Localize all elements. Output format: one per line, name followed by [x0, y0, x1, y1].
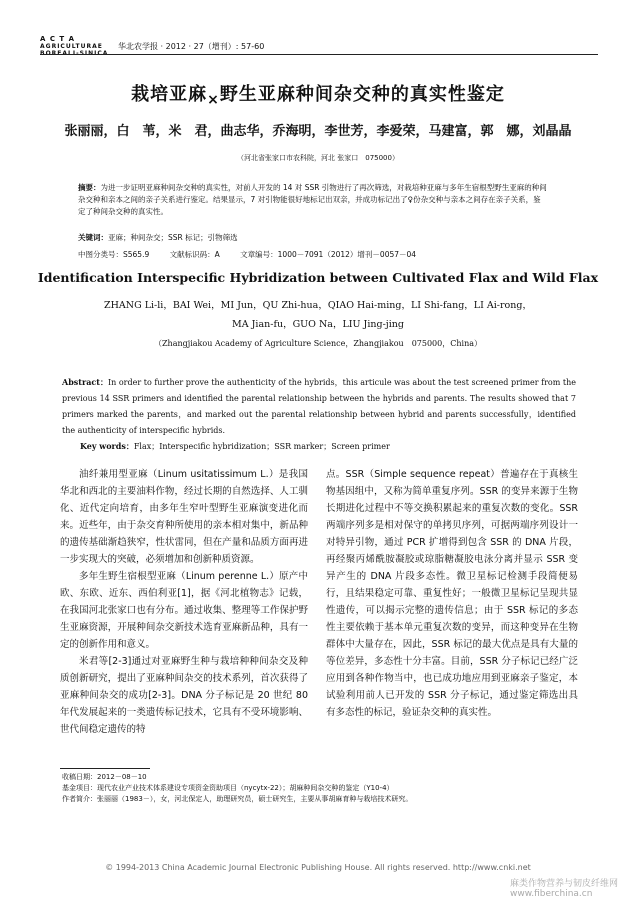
title-cn: [0, 80, 636, 108]
logo-line: A C T A: [40, 35, 76, 43]
classification-cn: [78, 249, 548, 260]
footnote-author: 作者简介：张丽丽（1983－），女，河北保定人，助理研究员，硕士研究生，主要从事胡麻育种与栽培技术研究。: [62, 795, 413, 803]
body-paragraph: 米君等[2-3]通过对亚麻野生种与栽培种种间杂交及种质创新研究，提出了亚麻种间杂交的技术系列，首次获得了亚麻种间杂交的成功[2-3]。DNA 分子标记是 20 世纪 80 年代发展起来的一类遗传标记技术，它具有不受环境影响、世代间稳定遗传的特: [60, 656, 308, 735]
article-number: 文章编号：1000－7091（2012）增刊－0057－04: [240, 250, 417, 259]
title-cn-part2: 野生亚麻种间杂交种的真实性鉴定: [219, 84, 505, 105]
footnotes: [62, 772, 582, 805]
keywords-cn: [78, 232, 238, 243]
affiliation-cn: （河北省张家口市农科院，河北 张家口 075000）: [237, 154, 399, 162]
keywords-en-text: Flax；Interspecific hybridization；SSR marker；Screen primer: [133, 442, 390, 451]
abstract-cn-label: 摘要：: [78, 183, 101, 192]
document-code: 文献标识码：A: [169, 250, 220, 259]
watermark: 麻类作物营养与韧皮纤维网 www.fiberchina.cn: [510, 879, 619, 899]
keywords-en: [80, 441, 390, 452]
keywords-en-label: Key words：: [80, 441, 134, 451]
footnote-received: 收稿日期：2012－08－10: [62, 773, 147, 781]
abstract-en: [62, 374, 576, 439]
title-en: Identification Interspecific Hybridization between Cultivated Flax and Wild Flax: [37, 270, 599, 285]
body-column-right: [326, 466, 578, 721]
keywords-cn-label: 关键词：: [78, 233, 108, 242]
authors-en: [0, 296, 636, 334]
abstract-cn: [78, 182, 548, 218]
abstract-en-label: Abstract：: [62, 377, 108, 387]
affiliation-en: （Zhangjiakou Academy of Agriculture Science，Zhangjiakou 075000，China）: [153, 339, 482, 348]
journal-info: 华北农学报 · 2012 · 27（增刊）: 57-60: [118, 42, 265, 51]
body-paragraph: 油纤兼用型亚麻（Linum usitatissimum L.）是我国华北和西北的主要油料作物，经过长期的自然选择、人工驯化、近代定向培育，由多年生窄叶型野生亚麻演变进化而来。近些年，由于杂交育种所使用的亲本相对集中，新品种的遗传基础渐趋狭窄，性状雷同，但在产量和品质方面再进一步实现大的突破，必须增加和创新种质资源。: [60, 469, 308, 565]
body-paragraph: 点。SSR（Simple sequence repeat）普遍存在于真核生物基因组中，又称为简单重复序列。SSR 的变异来源于生物长期进化过程中不等交换积累起来的重复次数的变化。SSR 两端序列多是相对保守的单拷贝序列，可据两端序列设计一对特异引物，通过 PCR 扩增得到包含 SSR 的 DNA 片段，再经聚丙烯酰胺凝胶或琼脂糖凝胶电泳分离并显示 SSR 变异产生的 DNA 片段多态性。微卫星标记检测手段简便易行，且结果稳定可靠、重复性好；一般微卫星标记呈现共显性遗传，可以揭示完整的遗传信息；由于 SSR 标记的多态性主要依赖于基本单元重复次数的变异，而这种变异在生物群体中大量存在，因此，SSR 标记的最大优点是具有大量的等位差异，多态性十分丰富。目前，SSR 分子标记已经广泛应用到各种作物当中，也已成功地应用到亚麻亲子鉴定，本试验利用前人已开发的 SSR 分子标记，通过鉴定筛选出具有多态性的标记，验证杂交种的真实性。: [326, 469, 578, 718]
cross-symbol: ×: [207, 92, 220, 108]
body-column-left: [60, 466, 308, 738]
logo-line: AGRICULTURAE: [40, 43, 103, 50]
authors-cn: 张丽丽，白 苇，米 君，曲志华，乔海明，李世芳，李爱荣，马建富，郭 娜，刘晶晶: [64, 124, 572, 139]
title-cn-part1: 栽培亚麻: [131, 84, 208, 105]
clc-number: 中图分类号：S565.9: [78, 250, 150, 259]
authors-en-line: ZHANG Li-li，BAI Wei，MI Jun，QU Zhi-hua，QIAO Hai-ming，LI Shi-fang，LI Ai-rong，: [104, 300, 532, 311]
abstract-en-text: In order to further prove the authenticity of the hybrids，this articule was about the test screened primer from the previous 14 SSR primers and identified the parental relationship between the hybrids and parents. The results showed that 7 primers marked the parents，and marked out the parental relationship between hybrid and parents successfully，identified the authenticity of interspecific hybrids.: [62, 378, 576, 435]
keywords-cn-text: 亚麻；种间杂交；SSR 标记；引物筛选: [108, 233, 238, 242]
abstract-cn-text: 为进一步证明亚麻种间杂交种的真实性，对前人开发的 14 对 SSR 引物进行了再次筛选，对栽培种亚麻与多年生宿根型野生亚麻的种间杂交种和亲本之间的亲子关系进行鉴定。结果显示，7 对引物能很好地标记出双亲，并成功标记出了♀份杂交种与亲本之间存在亲子关系，鉴定了种间杂交种的真实性。: [78, 183, 547, 216]
header-rule: [40, 54, 598, 55]
authors-en-line: MA Jian-fu，GUO Na，LIU Jing-jing: [232, 319, 404, 330]
footnote-rule: [60, 768, 150, 769]
copyright-line: © 1994-2013 China Academic Journal Electronic Publishing House. All rights reserved. http://www.cnki.net: [105, 863, 531, 872]
footnote-funding: 基金项目：现代农业产业技术体系建设专项资金资助项目（nycytx-22）；胡麻种间杂交种的鉴定（Y10-4）: [62, 784, 394, 792]
body-paragraph: 多年生野生宿根型亚麻（Linum perenne L.）原产中欧、东欧、近东、西伯利亚[1]，据《河北植物志》记载，在我国河北张家口也有分布。通过收集、整理等工作保护野生亚麻资源，开展种间杂交新技术选育亚麻新品种，具有一定的创新作用和意义。: [60, 571, 308, 650]
